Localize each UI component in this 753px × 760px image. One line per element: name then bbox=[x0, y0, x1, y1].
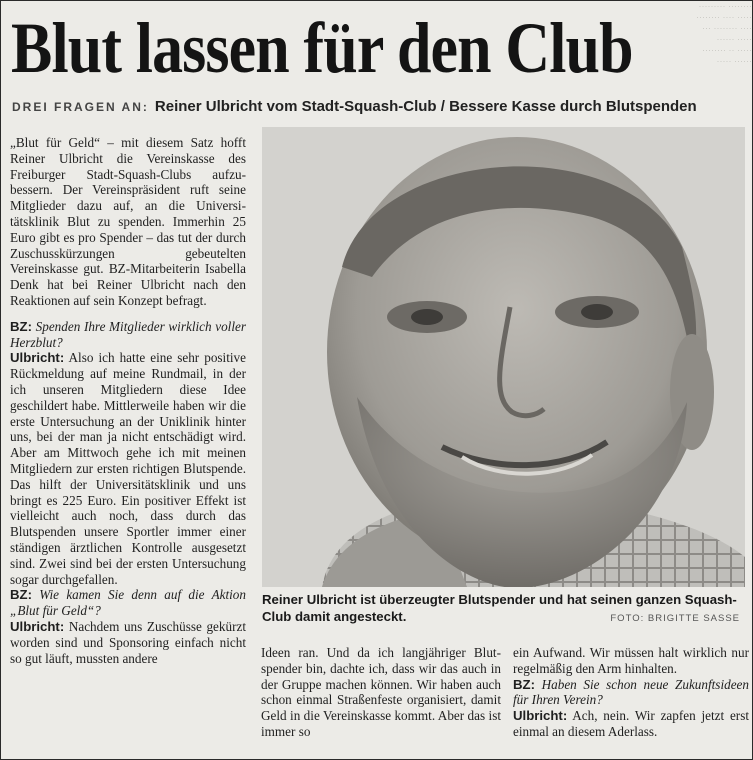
answer-2-continued: Ideen ran. Und da ich langjähriger Blutspender bin, dachte ich, dass wir das auch in der Gruppe machen können. Wir haben auch schon einmal Straßenfeste organisiert, damit Geld in die Vereinskasse kommt. Aber das ist immer so bbox=[261, 645, 501, 739]
portrait-illustration bbox=[262, 127, 745, 587]
headline: Blut lassen für den Club bbox=[11, 8, 633, 88]
answer-text: Also ich hatte eine sehr positive Rückmeldung auf meine Rundmail, in der ich unseren Mitgliedern diese Idee geschildert habe. Mittlerweile haben wir die erste Untersuchung an der Uniklinik hinter uns, bei der man ja nicht entschädigt wird. Aber am Mittwoch gehe ich mit meinen Mitgliedern zur ersten richtigen Blutspende. Das hilft der Universitätsklinik und uns bringt es 225 Euro. Ein positiver Effekt ist vielleicht auch noch, dass durch das Blutspenden unsere Sportler immer einer ständigen ärztlichen Kontrolle ausgesetzt sind. Zwei sind bei der ersten Untersuchung sogar durchgefallen. bbox=[10, 350, 246, 587]
question-text: Spenden Ihre Mitglieder wirklich voller Herzblut? bbox=[10, 318, 246, 350]
question-3 bbox=[513, 677, 749, 709]
question-text: Haben Sie schon neue Zukunftsideen für Ihren Verein? bbox=[513, 676, 750, 708]
answer-3 bbox=[513, 708, 749, 740]
photo-credit: FOTO: BRIGITTE SASSE bbox=[610, 613, 740, 624]
answer-2-start bbox=[10, 619, 246, 666]
question-1 bbox=[10, 319, 246, 351]
column-left bbox=[10, 135, 246, 666]
answer-label: Ulbricht: bbox=[513, 708, 568, 724]
answer-label: Ulbricht: bbox=[10, 618, 65, 634]
question-label: BZ: bbox=[513, 676, 535, 692]
question-label: BZ: bbox=[10, 318, 32, 334]
bleed-through-text: ········· ········ ········ ···· ····· ··· ········ ···· ······ ····· ········ ·· ····· ····· ······ bbox=[696, 1, 752, 66]
column-right bbox=[513, 645, 749, 740]
photo-caption: Reiner Ulbricht ist überzeugter Blutspender und hat seinen ganzen Squash-Club damit angesteckt. bbox=[262, 592, 737, 624]
subheadline bbox=[12, 97, 697, 117]
answer-1 bbox=[10, 350, 246, 587]
answer-text: Nachdem uns Zuschüsse gekürzt worden sind und Sponsoring einfach nicht so gut läuft, mussten andere bbox=[10, 618, 246, 666]
portrait-photo bbox=[262, 127, 745, 587]
answer-label: Ulbricht: bbox=[10, 350, 65, 366]
question-2 bbox=[10, 587, 246, 619]
subheadline-text: Reiner Ulbricht vom Stadt-Squash-Club / Bessere Kasse durch Blutspenden bbox=[154, 98, 697, 115]
kicker: DREI FRAGEN AN: bbox=[12, 100, 149, 114]
question-label: BZ: bbox=[10, 587, 32, 603]
column-middle bbox=[261, 645, 501, 740]
intro-paragraph: „Blut für Geld“ – mit diesem Satz hofft Reiner Ulbricht die Vereinskasse des Freiburger Stadt-Squash-Clubs aufzubessern. Der Vereinspräsident ruft seine Mitglieder dazu auf, an die Universitätsklinik Blut zu spenden. Immerhin 25 Euro gibt es pro Spender – das tut der durch Zuschusskürzungen gebeutelten Vereinskasse gut. BZ-Mitarbeiterin Isabella Denk hat bei Reiner Ulbricht nach den Reaktionen auf sein Konzept befragt. bbox=[10, 135, 246, 308]
question-text: Wie kamen Sie denn auf die Aktion „Blut für Geld“? bbox=[10, 587, 246, 619]
answer-2-end: ein Aufwand. Wir müssen halt wirklich nur regelmäßig den Arm hinhalten. bbox=[513, 645, 749, 676]
answer-text: Ach, nein. Wir zapfen jetzt erst einmal an diesem Aderlass. bbox=[513, 708, 749, 739]
